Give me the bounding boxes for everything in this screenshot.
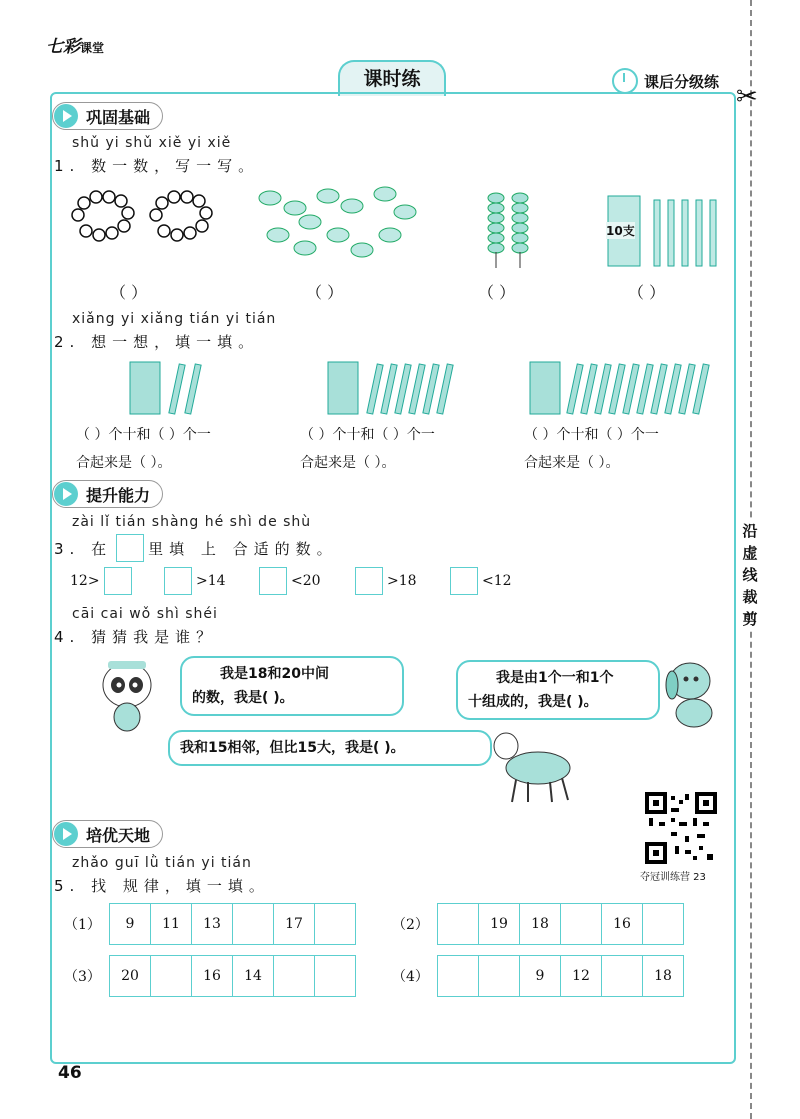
q2-sum-3[interactable]: 合起来是（ ）。 bbox=[524, 455, 620, 471]
qr-code bbox=[645, 792, 717, 864]
q5-text: 5. 找 规律，填一填。 bbox=[54, 877, 270, 895]
qr-caption: 夺冠训练营 23 bbox=[640, 872, 706, 883]
seq-cell-blank[interactable] bbox=[314, 955, 356, 997]
q3-item-1: 12> bbox=[70, 567, 132, 595]
candies-picture bbox=[250, 180, 420, 270]
dog-illustration bbox=[660, 655, 730, 735]
cow-illustration bbox=[482, 722, 582, 806]
panda-illustration bbox=[92, 655, 162, 735]
q2-text: 2. 想一想，填一填。 bbox=[54, 333, 260, 351]
q2-fill-3[interactable]: （ ）个十和（ ）个一 bbox=[524, 427, 659, 443]
q3-item-2: >14 bbox=[164, 567, 226, 595]
speech-bubble-panda: 我是18和20中间 的数，我是( )。 bbox=[180, 656, 404, 716]
seq-cell: 16 bbox=[191, 955, 233, 997]
seq-cell: 13 bbox=[191, 903, 233, 945]
bead-strings-picture bbox=[480, 186, 540, 272]
q1-answer-2[interactable]: （ ） bbox=[306, 283, 344, 302]
example-box bbox=[116, 534, 144, 562]
cut-instruction: 沿 虚 线 裁 剪 bbox=[737, 520, 763, 630]
q1-answer-3[interactable]: （ ） bbox=[478, 283, 516, 302]
scissors-icon: ✂ bbox=[736, 82, 758, 112]
sticks-group-2 bbox=[326, 356, 466, 416]
section-header-basic: 巩固基础 bbox=[52, 102, 163, 130]
q2-fill-1[interactable]: （ ）个十和（ ）个一 bbox=[76, 427, 211, 443]
seq-cell-blank[interactable] bbox=[478, 955, 520, 997]
answer-box[interactable] bbox=[355, 567, 383, 595]
answer-box[interactable] bbox=[450, 567, 478, 595]
play-icon bbox=[54, 104, 78, 128]
answer-box[interactable] bbox=[259, 567, 287, 595]
seq-cell: 18 bbox=[519, 903, 561, 945]
q2-sum-2[interactable]: 合起来是（ ）。 bbox=[300, 455, 396, 471]
seq-cell: 9 bbox=[519, 955, 561, 997]
q1-answer-1[interactable]: （ ） bbox=[110, 283, 148, 302]
seq-cell: 14 bbox=[232, 955, 274, 997]
q3-item-4: >18 bbox=[355, 567, 417, 595]
q1-answer-4[interactable]: （ ） bbox=[628, 283, 666, 302]
seq-cell: 12 bbox=[560, 955, 602, 997]
seq-cell: 9 bbox=[109, 903, 151, 945]
q5-pinyin: zhǎo guī lǜ tián yi tián bbox=[72, 855, 252, 871]
play-icon bbox=[54, 822, 78, 846]
brand-logo: 七彩课堂 bbox=[46, 37, 105, 57]
row-label: （2） bbox=[392, 917, 429, 933]
q3-item-3: <20 bbox=[259, 567, 321, 595]
seq-cell-blank[interactable] bbox=[560, 903, 602, 945]
q2-pinyin: xiǎng yi xiǎng tián yi tián bbox=[72, 311, 277, 327]
clock-icon bbox=[612, 68, 638, 94]
q4-pinyin: cāi cai wǒ shì shéi bbox=[72, 606, 218, 622]
seq-cell: 19 bbox=[478, 903, 520, 945]
answer-box[interactable] bbox=[104, 567, 132, 595]
play-icon bbox=[54, 482, 78, 506]
q3-text: 3. 在 里填 上 合适的数。 bbox=[54, 534, 338, 562]
page-number: 46 bbox=[58, 1063, 82, 1083]
row-label: （1） bbox=[64, 917, 101, 933]
seq-cell: 18 bbox=[642, 955, 684, 997]
row-label: （4） bbox=[392, 969, 429, 985]
q2-sum-1[interactable]: 合起来是（ ）。 bbox=[76, 455, 172, 471]
q3-pinyin: zài lǐ tián shàng hé shì de shù bbox=[72, 514, 312, 530]
page-title: 课时练 bbox=[338, 60, 446, 96]
row-label: （3） bbox=[64, 969, 101, 985]
q1-text: 1. 数一数，写一写。 bbox=[54, 157, 260, 175]
bundle-label: 10支 bbox=[606, 224, 635, 238]
speech-bubble-cow: 我和15相邻，但比15大，我是( )。 bbox=[168, 730, 492, 766]
seq-cell-blank[interactable] bbox=[437, 955, 479, 997]
section-header-advanced: 培优天地 bbox=[52, 820, 163, 848]
q4-text: 4. 猜猜我是谁？ bbox=[54, 628, 218, 646]
seq-cell-blank[interactable] bbox=[150, 955, 192, 997]
seq-cell: 17 bbox=[273, 903, 315, 945]
sticks-group-1 bbox=[128, 356, 218, 416]
sticks-group-3 bbox=[528, 356, 718, 416]
seq-cell: 16 bbox=[601, 903, 643, 945]
sequence-row-2 bbox=[392, 903, 684, 945]
seq-cell-blank[interactable] bbox=[314, 903, 356, 945]
seq-cell-blank[interactable] bbox=[273, 955, 315, 997]
speech-bubble-dog: 我是由1个一和1个 十组成的，我是( )。 bbox=[456, 660, 660, 720]
bead-rings-picture bbox=[64, 185, 224, 255]
answer-box[interactable] bbox=[164, 567, 192, 595]
q3-item-5: <12 bbox=[450, 567, 512, 595]
seq-cell-blank[interactable] bbox=[232, 903, 274, 945]
seq-cell: 20 bbox=[109, 955, 151, 997]
level-label: 课后分级练 bbox=[612, 68, 719, 94]
q1-pinyin: shǔ yi shǔ xiě yi xiě bbox=[72, 135, 232, 151]
sequence-row-4 bbox=[392, 955, 684, 997]
seq-cell-blank[interactable] bbox=[642, 903, 684, 945]
sequence-row-1 bbox=[64, 903, 356, 945]
section-header-improve: 提升能力 bbox=[52, 480, 163, 508]
sequence-row-3 bbox=[64, 955, 356, 997]
seq-cell-blank[interactable] bbox=[437, 903, 479, 945]
seq-cell: 11 bbox=[150, 903, 192, 945]
q2-fill-2[interactable]: （ ）个十和（ ）个一 bbox=[300, 427, 435, 443]
seq-cell-blank[interactable] bbox=[601, 955, 643, 997]
